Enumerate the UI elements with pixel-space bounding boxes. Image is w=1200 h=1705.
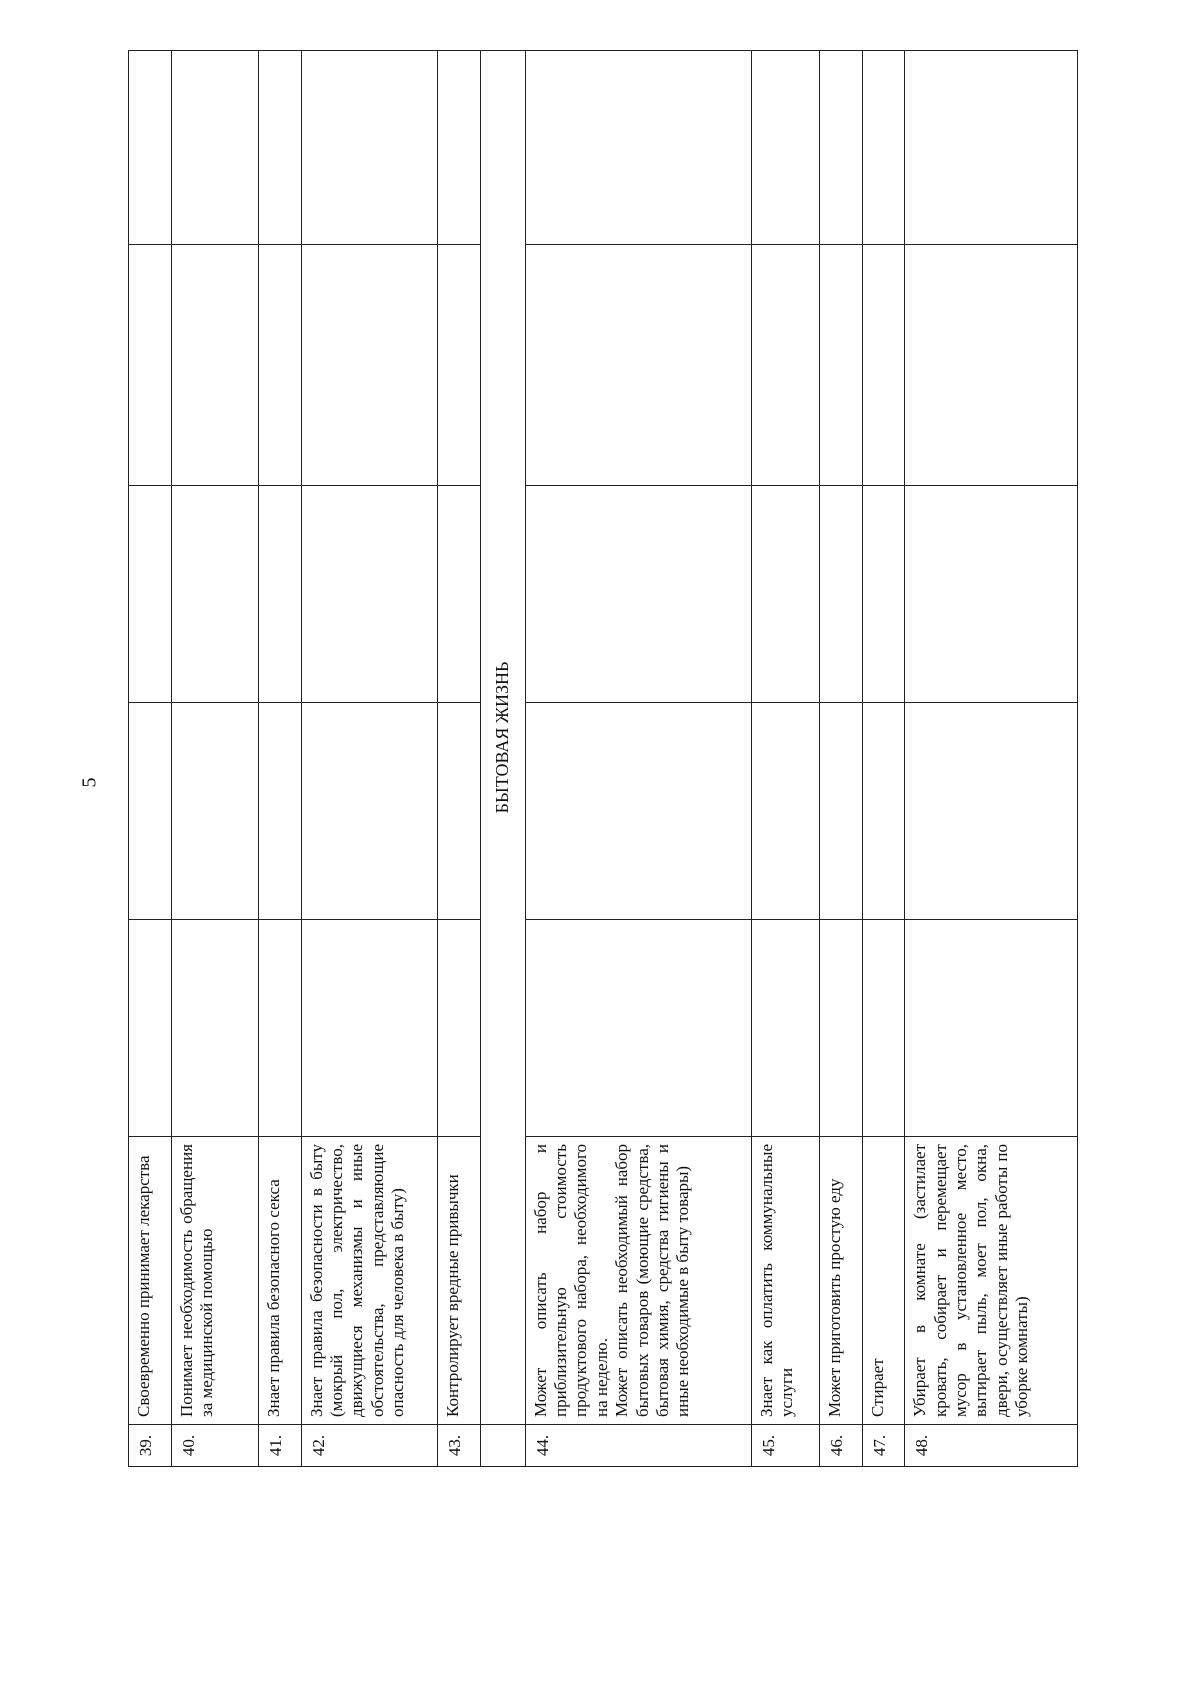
empty-cell bbox=[301, 245, 437, 486]
skill-description: Знает правила безопасности в быту (мокрый пол, электричество, движущиеся механизмы и иные обстоятельства, представляющие опасность для человека в быту) bbox=[301, 1137, 437, 1425]
empty-cell bbox=[751, 51, 819, 245]
row-number: 44. bbox=[525, 1425, 751, 1467]
empty-cell bbox=[301, 486, 437, 703]
empty-cell bbox=[259, 245, 302, 486]
skill-description: Может приготовить простую еду bbox=[819, 1137, 862, 1425]
empty-cell bbox=[259, 703, 302, 920]
empty-cell bbox=[171, 486, 258, 703]
empty-cell bbox=[171, 51, 258, 245]
row-number: 41. bbox=[259, 1425, 302, 1467]
empty-cell bbox=[819, 920, 862, 1137]
table-row bbox=[129, 51, 172, 1467]
empty-cell bbox=[905, 703, 1078, 920]
empty-cell bbox=[525, 703, 751, 920]
empty-cell bbox=[171, 245, 258, 486]
empty-cell bbox=[129, 51, 172, 245]
skill-description: Понимает необходимость обращения за медицинской помощью bbox=[171, 1137, 258, 1425]
empty-cell bbox=[819, 486, 862, 703]
table-row bbox=[751, 51, 819, 1467]
table-row bbox=[171, 51, 258, 1467]
row-number: 43. bbox=[438, 1425, 481, 1467]
table-row bbox=[259, 51, 302, 1467]
skill-description: Своевременно принимает лекарства bbox=[129, 1137, 172, 1425]
empty-cell bbox=[525, 51, 751, 245]
empty-cell bbox=[129, 245, 172, 486]
skill-description-part: Может описать необходимый набор бытовых товаров (моющие средства, бытовая химия, средства гигиены и иные необходимые в быту товары) bbox=[612, 1144, 693, 1417]
empty-cell bbox=[819, 51, 862, 245]
empty-cell bbox=[301, 920, 437, 1137]
row-number: 47. bbox=[862, 1425, 905, 1467]
row-number: 45. bbox=[751, 1425, 819, 1467]
empty-cell bbox=[301, 703, 437, 920]
row-number: 42. bbox=[301, 1425, 437, 1467]
row-number: 48. bbox=[905, 1425, 1078, 1467]
row-number: 40. bbox=[171, 1425, 258, 1467]
empty-cell bbox=[862, 245, 905, 486]
table-row bbox=[905, 51, 1078, 1467]
table-row bbox=[819, 51, 862, 1467]
assessment-table bbox=[128, 50, 1078, 1467]
empty-cell bbox=[438, 703, 481, 920]
empty-cell bbox=[259, 51, 302, 245]
empty-cell bbox=[525, 245, 751, 486]
empty-cell bbox=[905, 920, 1078, 1137]
empty-cell bbox=[905, 486, 1078, 703]
empty-cell bbox=[905, 245, 1078, 486]
skill-description: Знает как оплатить коммунальные услуги bbox=[751, 1137, 819, 1425]
empty-cell bbox=[905, 51, 1078, 245]
page-number: 5 bbox=[78, 777, 101, 788]
skill-description: Стирает bbox=[862, 1137, 905, 1425]
table-row bbox=[862, 51, 905, 1467]
skill-description: Убирает в комнате (застилает кровать, собирает и перемещает мусор в установленное место, вытирает пыль, моет пол, окна, двери, осуществляет иные работы по уборке комнаты) bbox=[905, 1137, 1078, 1425]
empty-cell bbox=[480, 1425, 525, 1467]
empty-cell bbox=[438, 245, 481, 486]
empty-cell bbox=[862, 486, 905, 703]
skill-description-part: Может описать набор и приблизительную стоимость продуктового набора, необходимого на неделю. bbox=[530, 1144, 611, 1417]
empty-cell bbox=[301, 51, 437, 245]
empty-cell bbox=[819, 245, 862, 486]
row-number: 46. bbox=[819, 1425, 862, 1467]
empty-cell bbox=[751, 920, 819, 1137]
empty-cell bbox=[751, 245, 819, 486]
section-title: БЫТОВАЯ ЖИЗНЬ bbox=[480, 51, 525, 1425]
table-row bbox=[301, 51, 437, 1467]
empty-cell bbox=[129, 486, 172, 703]
table-row bbox=[438, 51, 481, 1467]
empty-cell bbox=[438, 486, 481, 703]
empty-cell bbox=[171, 920, 258, 1137]
empty-cell bbox=[438, 51, 481, 245]
empty-cell bbox=[862, 51, 905, 245]
empty-cell bbox=[862, 703, 905, 920]
rotated-table-wrapper bbox=[128, 51, 1078, 1467]
empty-cell bbox=[862, 920, 905, 1137]
empty-cell bbox=[129, 920, 172, 1137]
empty-cell bbox=[525, 920, 751, 1137]
empty-cell bbox=[751, 486, 819, 703]
skill-description: Знает правила безопасного секса bbox=[259, 1137, 302, 1425]
empty-cell bbox=[438, 920, 481, 1137]
empty-cell bbox=[259, 920, 302, 1137]
empty-cell bbox=[751, 703, 819, 920]
empty-cell bbox=[171, 703, 258, 920]
skill-description: Контролирует вредные привычки bbox=[438, 1137, 481, 1425]
empty-cell bbox=[259, 486, 302, 703]
skill-description bbox=[525, 1137, 751, 1425]
section-header-row bbox=[480, 51, 525, 1467]
empty-cell bbox=[819, 703, 862, 920]
empty-cell bbox=[129, 703, 172, 920]
table-row bbox=[525, 51, 751, 1467]
row-number: 39. bbox=[129, 1425, 172, 1467]
empty-cell bbox=[525, 486, 751, 703]
